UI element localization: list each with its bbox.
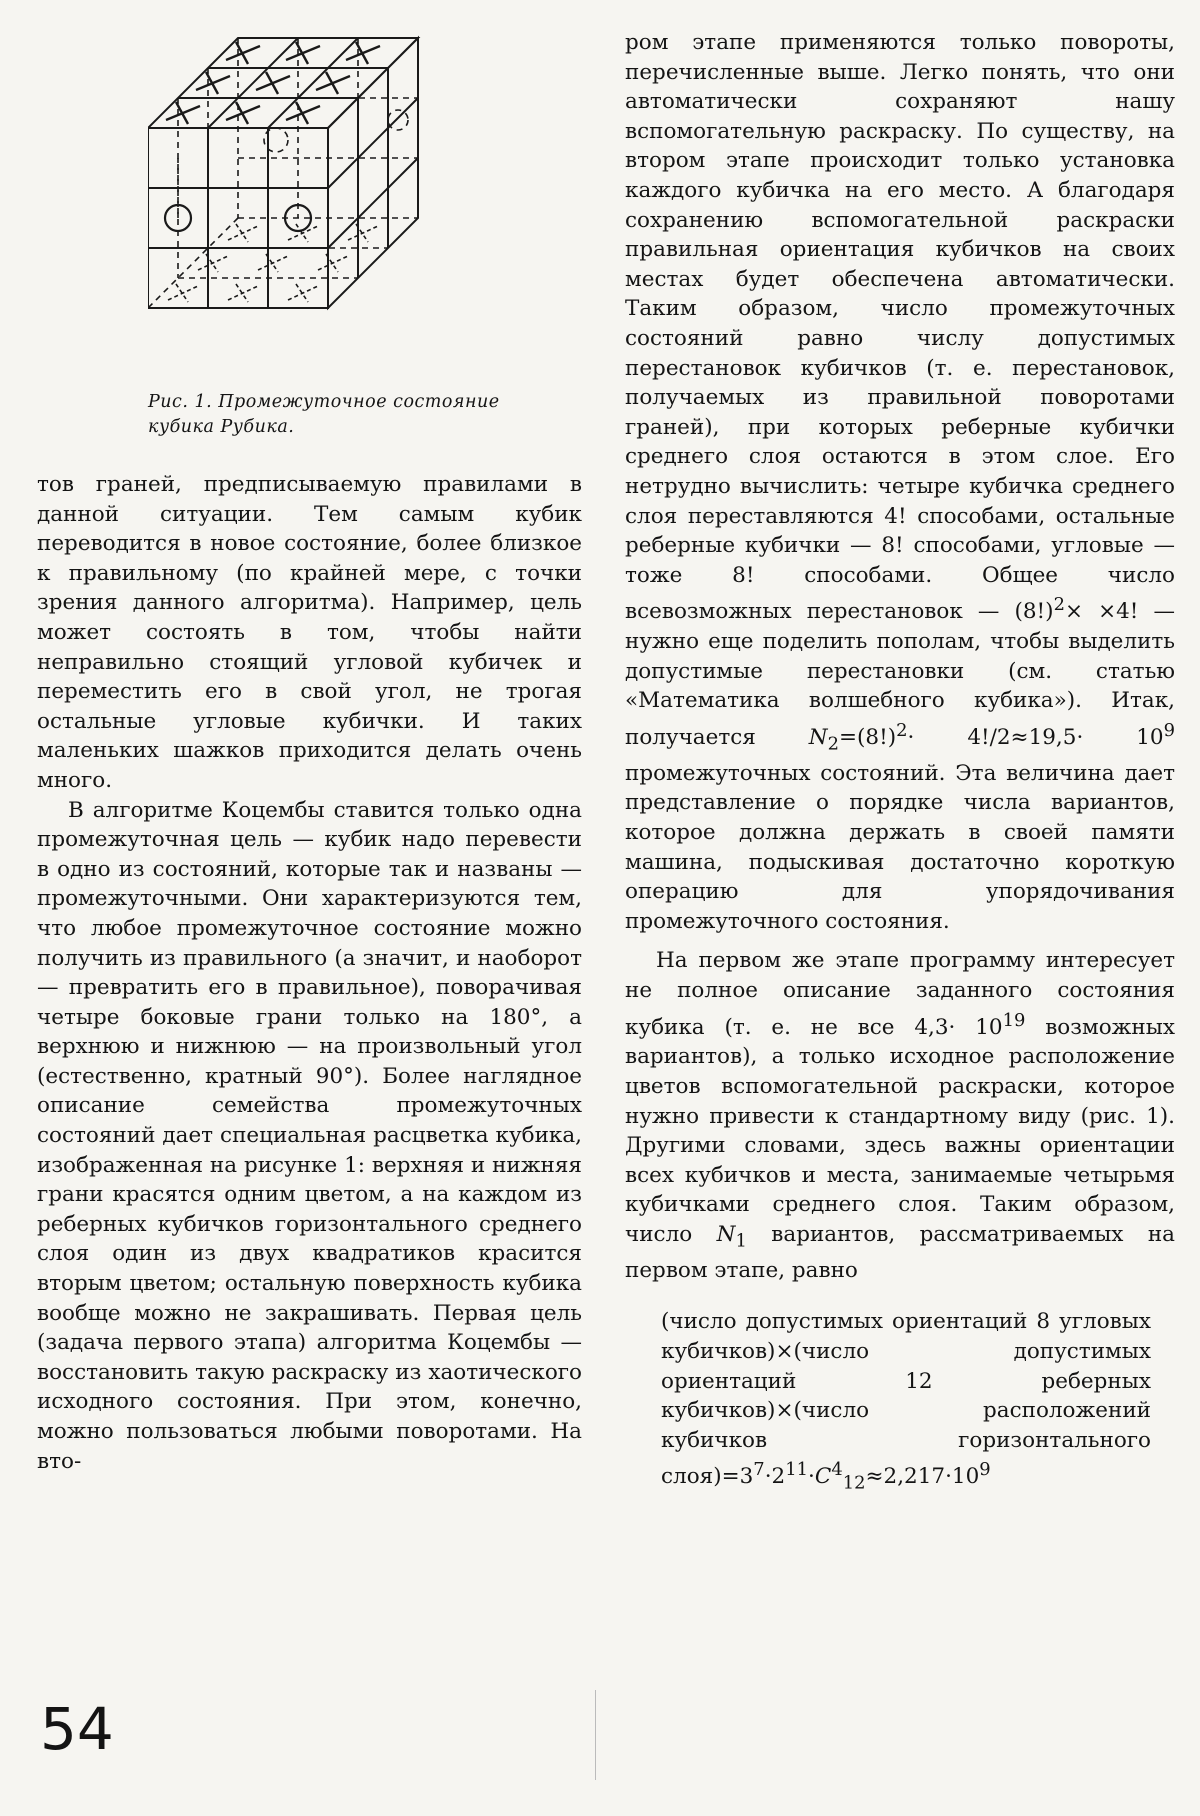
cube-figure — [148, 28, 488, 338]
gutter-line — [595, 1690, 596, 1780]
paragraph: ром этапе применяются только повороты, перечисленные выше. Легко понять, что они автоматически сохраняют нашу вспомогательную раскраску. По существу, на втором этапе происходит только установка каждого кубичка на его место. А благодаря сохранению вспомогательной раскраски правильная ориентация кубичков на своих местах будет обеспечена автоматически. Таким образом, число промежуточных состояний равно числу допустимых перестановок кубичков (т. е. перестановок, получаемых из правильной поворотами граней), при которых реберные кубички среднего слоя остаются в этом слое. Его нетрудно вычислить: четыре кубичка среднего слоя переставляются 4! способами, остальные реберные кубички — 8! способами, угловые — тоже 8! способами. Общее число всевозможных перестановок — $(8!)^2\times \times 4$! — нужно еще поделить пополам, чтобы выделить допустимые перестановки (см. статью «Математика волшебного кубика»). Итак, получается $N_2=(8!)^2\cdot 4!/2\approx 19,5\cdot 10^9$ промежуточных состояний. Эта величина дает представление о порядке числа вариантов, которое должна держать в своей памяти машина, подыскивая достаточно короткую операцию для упорядочивания промежуточного состояния. — [625, 30, 1175, 934]
top-face-crosses — [166, 42, 380, 124]
right-column — [625, 28, 1175, 1498]
rubik-cube-illustration — [148, 28, 488, 338]
caption-text: Рис. 1. Промежуточное состояние кубика Рубика. — [148, 392, 500, 437]
paragraph: В алгоритме Коцембы ставится только одна промежуточная цель — кубик надо перевести в одно из состояний, которые так и названы — промежуточными. Они характеризуются тем, что любое промежуточное состояние можно получить из правильного (а значит, и наоборот — превратить его в правильное), поворачивая четыре боковые грани только на 180°, а верхнюю и нижнюю — на произвольный угол (естественно, кратный 90°). Более наглядное описание семейства промежуточных состояний дает специальная расцветка кубика, изображенная на рисунке 1: верхняя и нижняя грани красятся одним цветом, а на каждом из реберных кубичков горизонтального среднего слоя один из двух квадратиков красится вторым цветом; остальную поверхность кубика вообще можно не закрашивать. Первая цель (задача первого этапа) алгоритма Коцембы — восстановить такую раскраску из хаотического исходного состояния. При этом, конечно, можно пользоваться любыми поворотами. На вто- — [37, 797, 582, 1474]
paragraph: На первом же этапе программу интересует не полное описание заданного состояния кубика (т. е. не все $4,3\cdot 10^{19}$ возможных вариантов), а только исходное расположение цветов вспомогательной раскраски, которое нужно привести к стандартному виду (рис. 1). Другими словами, здесь важны ориентации всех кубичков и места, занимаемые четырьмя кубичками среднего слоя. Таким образом, число $N_1$ вариантов, рассматриваемых на первом этапе, равно — [625, 948, 1176, 1283]
figure-caption — [148, 390, 548, 440]
paragraph: тов граней, предписываемую правилами в данной ситуации. Тем самым кубик переводится в новое состояние, более близкое к правильному (по крайней мере, с точки зрения данного алгоритма). Например, цель может состоять в том, чтобы найти неправильно стоящий угловой кубичек и переместить его в свой угол, не трогая остальные угловые кубички. И таких маленьких шажков приходится делать очень много. — [37, 472, 582, 793]
left-column — [37, 470, 582, 1476]
formula: (число допустимых ориентаций 8 угловых кубичков)×(число допустимых ориентаций 12 реберных кубичков)×(число расположений кубичков горизонтального $слоя)=3^7\cdot 2^{11}\cdot C^4_{12}\approx 2,217\cdot 10^9$ — [661, 1309, 1151, 1494]
page-number: 54 — [40, 1695, 114, 1763]
cube-top-face — [148, 38, 418, 128]
